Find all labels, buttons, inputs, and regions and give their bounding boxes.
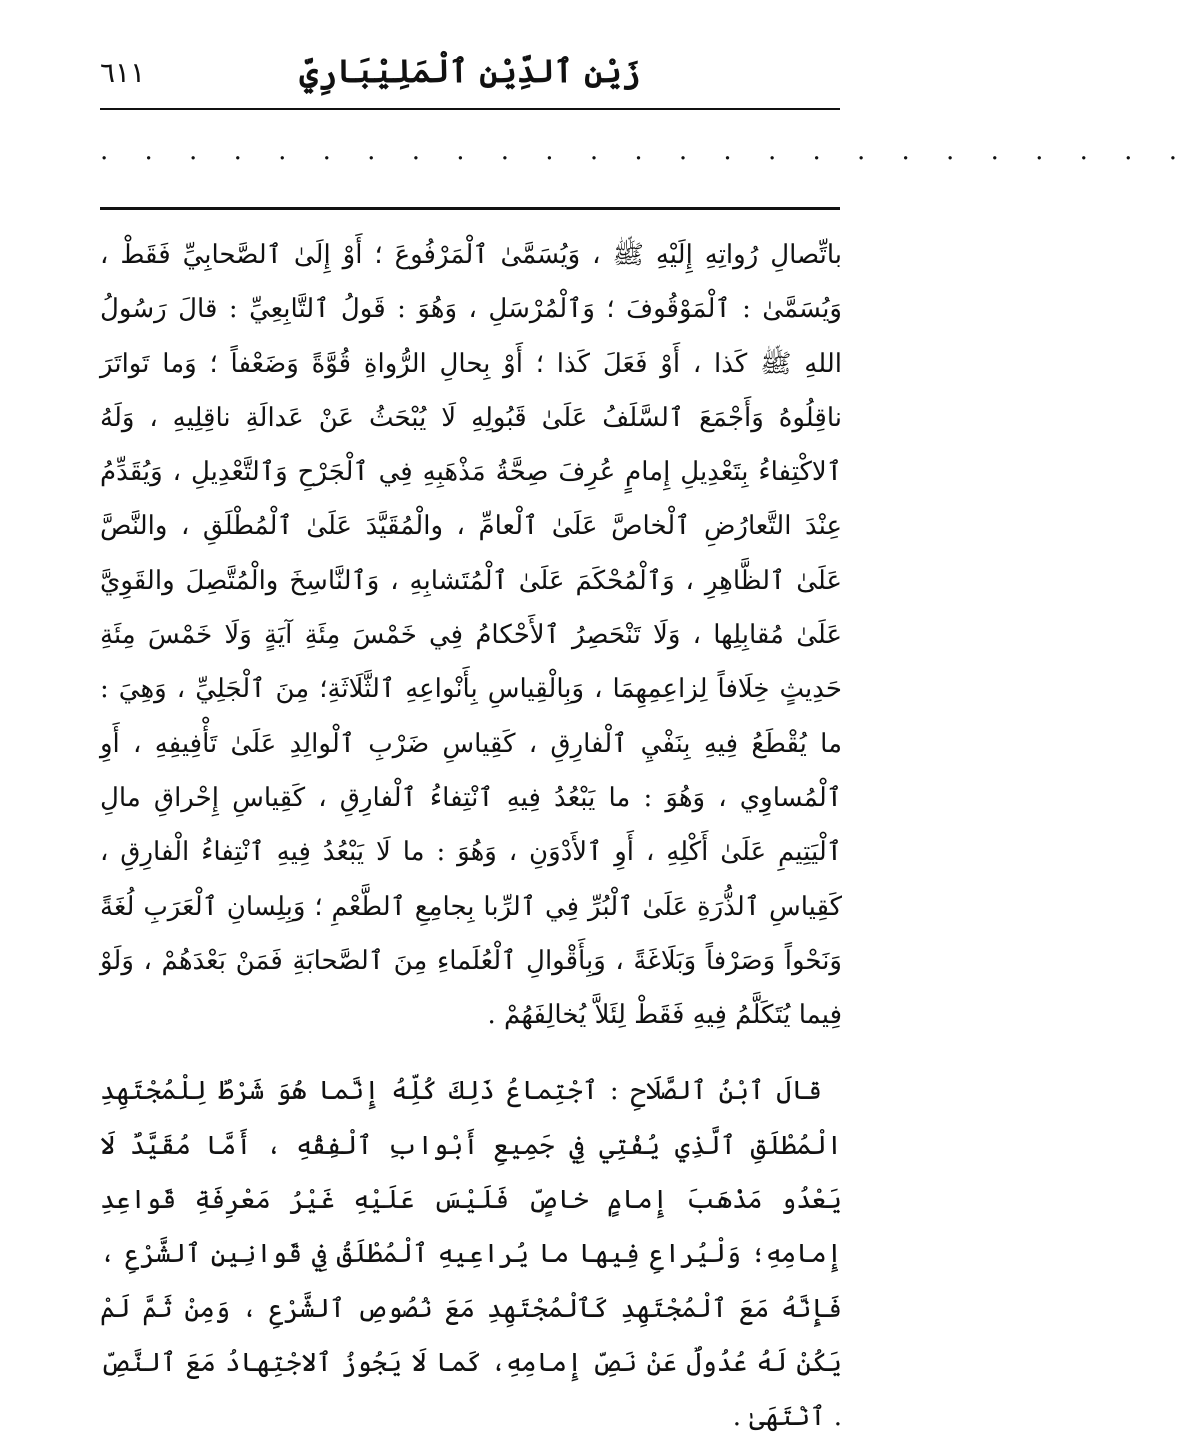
ellipsis-separator: . . . . . . . . . . . . . . . . . . . . . . . . . xyxy=(100,136,1191,166)
running-title: زَيْن ٱلدِّيْن ٱلْمَلِيْبَارِيِّ xyxy=(299,52,641,90)
header-rule xyxy=(100,108,840,110)
main-text xyxy=(100,228,842,1445)
paragraph-ibn-salah-quote: قالَ ٱبْنُ ٱلصَّلَاحِ : ٱجْتِماعُ ذَلِكَ كُلِّهُ إِنَّما هُوَ شَرْطٌ لِلْمُجْتَهِدِ الْمُطْلَقِ ٱلَّذِي يُفْتِي فِي جَمِيعِ أَبْوابِ ٱلْفِقْهِ ، أَمَّا مُقَيَّدٌ لَا يَعْدُو مَذْهَبَ إِمامٍ خاصٍّ فَلَيْسَ عَلَيْهِ غَيْرُ مَعْرِفَةِ قَواعِدِ إِمامِهِ؛ وَلْيُراعِ فِيها ما يُراعِيهِ ٱلْمُطْلَقُ فِي قَوانِينِ ٱلشَّرْعِ ، فَإِنَّهُ مَعَ ٱلْمُجْتَهِدِ كَٱلْمُجْتَهِدِ مَعَ نُصُوصِ ٱلشَّرْعِ ، وَمِنْ ثَمَّ لَمْ يَكُنْ لَهُ عُدُولٌ عَنْ نَصِّ إِمامِهِ، كَما لَا يَجُوزُ ٱلاجْتِهادُ مَعَ ٱلنَّصِّ . ٱنْتَهَىٰ . xyxy=(100,1076,842,1433)
page-number: ٦١١ xyxy=(100,56,146,89)
page-header xyxy=(100,52,840,102)
body-rule xyxy=(100,207,840,210)
paragraph-ijtihad-conditions: باتِّصالِ رُواتِهِ إِلَيْهِ ﷺ ، وَيُسَمَّىٰ ٱلْمَرْفُوعَ ؛ أَوْ إِلَىٰ ٱلصَّحابِيِّ فَقَطْ ، وَيُسَمَّىٰ : ٱلْمَوْقُوفَ ؛ وَٱلْمُرْسَلِ ، وَهُوَ : قَولُ ٱلتَّابِعِيِّ : قالَ رَسُولُ اللهِ ﷺ كَذا ، أَوْ فَعَلَ كَذا ؛ أَوْ بِحالِ الرُّواةِ قُوَّةً وَضَعْفاً ؛ وَما تَواتَرَ ناقِلُوهُ وَأَجْمَعَ ٱلسَّلَفُ عَلَىٰ قَبُولِهِ لَا يُبْحَثُ عَنْ عَدالَةِ ناقِلِيهِ ، وَلَهُ ٱلاكْتِفاءُ بِتَعْدِيلِ إِمامٍ عُرِفَ صِحَّةُ مَذْهَبِهِ فِي ٱلْجَرْحِ وَٱلتَّعْدِيلِ ، وَيُقَدِّمُ عِنْدَ التَّعارُضِ ٱلْخاصَّ عَلَىٰ ٱلْعامِّ ، والْمُقَيَّدَ عَلَىٰ ٱلْمُطْلَقِ ، والنَّصَّ عَلَىٰ ٱلظَّاهِرِ ، وَٱلْمُحْكَمَ عَلَىٰ ٱلْمُتَشابِهِ ، وَٱلنَّاسِخَ والْمُتَّصِلَ والقَوِيَّ عَلَىٰ مُقابِلِها ، وَلَا تَنْحَصِرُ ٱلأَحْكامُ فِي خَمْسَ مِئَةِ آيَةٍ وَلَا خَمْسَ مِئَةِ حَدِيثٍ خِلَافاً لِزاعِمِهِمَا ، وَبِالْقِياسِ بِأَنْواعِهِ ٱلثَّلَاثَةِ؛ مِنَ ٱلْجَلِيِّ ، وَهِيَ : ما يُقْطَعُ فِيهِ بِنَفْيِ ٱلْفارِقِ ، كَقِياسِ ضَرْبِ ٱلْوالِدِ عَلَىٰ تَأْفِيفِهِ ، أَوِ ٱلْمُساوِي ، وَهُوَ : ما يَبْعُدُ فِيهِ ٱنْتِفاءُ ٱلْفارِقِ ، كَقِياسِ إِحْراقِ مالِ ٱلْيَتِيمِ عَلَىٰ أَكْلِهِ ، أَوِ ٱلأَدْوَنِ ، وَهُوَ : ما لَا يَبْعُدُ فِيهِ ٱنْتِفاءُ الْفارِقِ ، كَقِياسِ ٱلذُّرَةِ عَلَىٰ ٱلْبُرِّ فِي ٱلرِّبا بِجامِعِ ٱلطَّعْمِ ؛ وَبِلِسانِ ٱلْعَرَبِ لُغَةً وَنَحْواً وَصَرْفاً وَبَلَاغَةً ، وَبِأَقْوالِ ٱلْعُلَماءِ مِنَ ٱلصَّحابَةِ فَمَنْ بَعْدَهُمْ ، وَلَوْ فِيما يُتَكَلَّمُ فِيهِ فَقَطْ لِئَلاَّ يُخالِفَهُمْ . xyxy=(100,240,842,1031)
